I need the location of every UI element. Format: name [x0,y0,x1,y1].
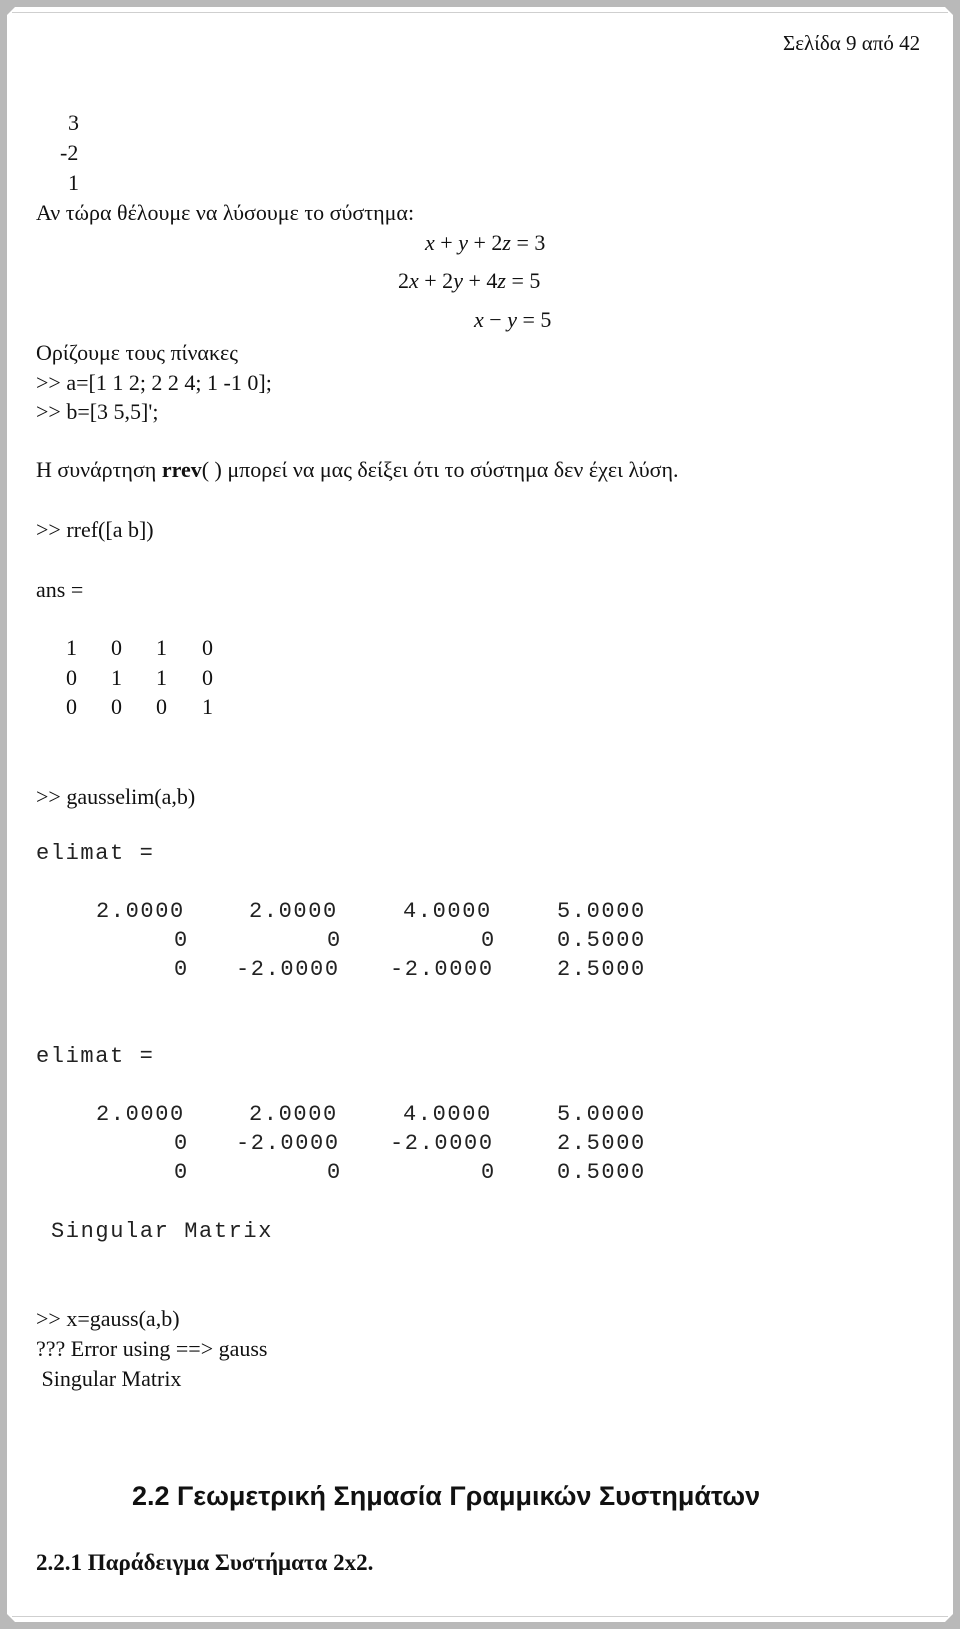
error-message: ??? Error using ==> gauss [36,1336,268,1361]
matrix-cell: 0 [111,694,122,719]
intro-text: Αν τώρα θέλουμε να λύσουμε το σύστημα: [36,200,415,225]
elimat-label: elimat = [36,1044,155,1069]
matrix-cell: -2.0000 [390,1131,494,1156]
matrix-cell: 4.0000 [403,899,492,924]
corner-ornament [7,1614,15,1622]
matrix-cell: 0 [111,635,122,660]
matrix-cell: 2.5000 [557,957,646,982]
equation-1: x + y + 2z = 3 [425,230,546,255]
elimat-label: elimat = [36,841,155,866]
matrix-cell: 1 [66,635,77,660]
page-border-left [0,0,7,1629]
matrix-cell: -2.0000 [390,957,494,982]
matrix-cell: 0 [202,635,213,660]
corner-ornament [7,7,15,15]
corner-ornament [945,1614,953,1622]
matrix-cell: 1 [202,694,213,719]
page-border-top [0,0,960,7]
matrix-cell: 0 [174,1131,189,1156]
corner-ornament [945,7,953,15]
matrix-cell: 2.0000 [96,899,185,924]
page-number: Σελίδα 9 από 42 [783,31,921,55]
matrix-cell: -2.0000 [236,957,340,982]
command-line: >> a=[1 1 2; 2 2 4; 1 -1 0]; [36,370,272,395]
matrix-cell: 1 [156,665,167,690]
page-border-inner-top [12,12,948,13]
matrix-cell: 5.0000 [557,1102,646,1127]
matrix-cell: 2.0000 [249,1102,338,1127]
page-border-right [953,0,960,1629]
matrix-cell: 0 [202,665,213,690]
command-line: >> gausselim(a,b) [36,784,196,809]
result-value: -2 [60,140,79,165]
matrix-cell: 0 [174,1160,189,1185]
matrix-cell: 0 [481,1160,496,1185]
matrix-cell: -2.0000 [236,1131,340,1156]
matrix-cell: 2.5000 [557,1131,646,1156]
subsection-heading: 2.2.1 Παράδειγμα Συστήματα 2x2. [36,1550,374,1575]
page-border-bottom [0,1622,960,1629]
matrix-cell: 0 [481,928,496,953]
equation-3: x − y = 5 [474,307,552,332]
matrix-cell: 0 [327,928,342,953]
rrev-sentence: Η συνάρτηση rrev( ) μπορεί να μας δείξει ότι το σύστημα δεν έχει λύση. [36,457,679,482]
matrix-cell: 0 [66,665,77,690]
define-text: Ορίζουμε τους πίνακες [36,340,238,365]
matrix-cell: 0.5000 [557,928,646,953]
command-line: >> x=gauss(a,b) [36,1306,180,1331]
section-heading: 2.2 Γεωμετρική Σημασία Γραμμικών Συστημάτων [132,1481,761,1511]
matrix-cell: 5.0000 [557,899,646,924]
equation-2: 2x + 2y + 4z = 5 [398,268,541,293]
page-border-inner-bottom [12,1616,948,1617]
command-line: >> rref([a b]) [36,517,154,542]
result-value: 3 [68,110,79,135]
singular-matrix-message: Singular Matrix [36,1366,182,1391]
matrix-cell: 2.0000 [96,1102,185,1127]
matrix-cell: 0 [174,928,189,953]
matrix-cell: 0 [174,957,189,982]
matrix-cell: 1 [156,635,167,660]
matrix-cell: 0 [156,694,167,719]
matrix-cell: 1 [111,665,122,690]
command-line: >> b=[3 5,5]'; [36,399,159,424]
matrix-cell: 4.0000 [403,1102,492,1127]
matrix-cell: 0 [327,1160,342,1185]
ans-label: ans = [36,577,84,602]
result-value: 1 [68,170,79,195]
matrix-cell: 0 [66,694,77,719]
matrix-cell: 2.0000 [249,899,338,924]
singular-matrix-message: Singular Matrix [51,1219,274,1244]
matrix-cell: 0.5000 [557,1160,646,1185]
